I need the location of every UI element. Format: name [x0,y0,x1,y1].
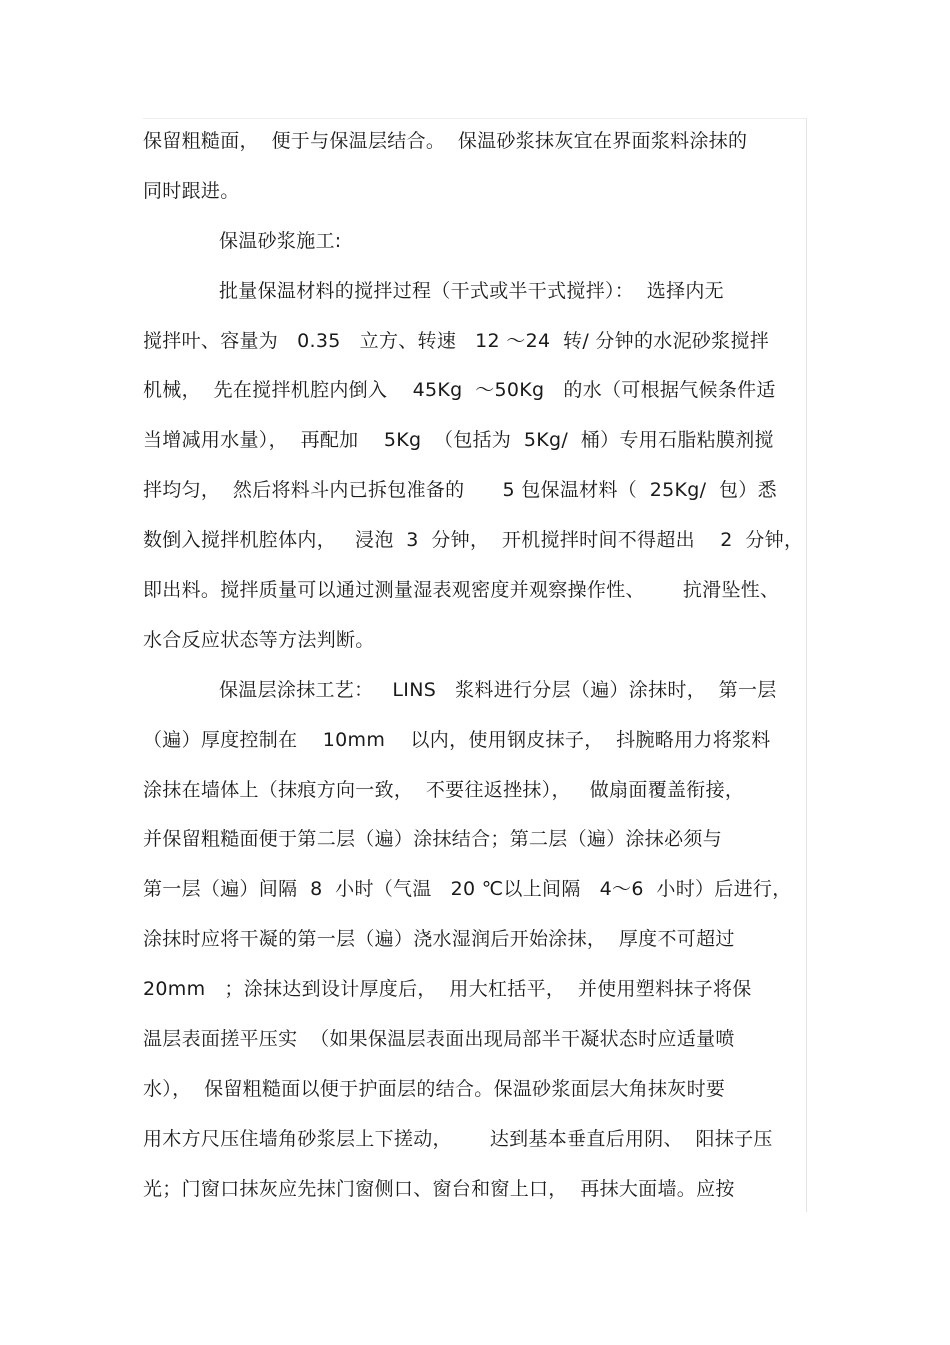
text-line: 水合反应状态等方法判断。 [143,628,375,651]
text-line: 批量保温材料的搅拌过程（干式或半干式搅拌）： 选择内无 [219,279,724,302]
text-line: 同时跟进。 [143,179,240,202]
text-line: 水）， 保留粗糙面以便于护面层的结合。保温砂浆面层大角抹灰时要 [143,1077,726,1100]
text-line: 拌均匀， 然后将料斗内已拆包准备的 5 包保温材料（ 25Kg/ 包）悉 [143,479,777,502]
text-line: 用木方尺压住墙角砂浆层上下搓动， 达到基本垂直后用阴、 阳抹子压 [143,1127,773,1150]
document-body [143,117,823,1215]
text-line: 20mm ；涂抹达到设计厚度后， 用大杠括平， 并使用塑料抹子将保 [143,978,752,1001]
text-line: 保留粗糙面， 便于与保温层结合。 保温砂浆抹灰宜在界面浆料涂抹的 [143,130,748,152]
text-line: 搅拌叶、容量为 0.35 立方、转速 12 ～24 转/ 分钟的水泥砂浆搅拌 [143,329,770,352]
text-line: 涂抹在墙体上（抹痕方向一致， 不要往返挫抹）， 做扇面覆盖衔接， [143,778,745,801]
text-line: 保温砂浆施工: [219,229,342,252]
text-line: 数倒入搅拌机腔体内， 浸泡 3 分钟， 开机搅拌时间不得超出 2 分钟， [143,529,804,552]
text-line: 涂抹时应将干凝的第一层（遍）浇水湿润后开始涂抹， 厚度不可超过 [143,928,735,951]
text-line: 光；门窗口抹灰应先抹门窗侧口、窗台和窗上口， 再抹大面墙。应按 [143,1177,735,1200]
text-line: 当增减用水量）， 再配加 5Kg （包括为 5Kg/ 桶）专用石脂粘膜剂搅 [143,429,774,452]
text-line: （遍）厚度控制在 10mm 以内，使用钢皮抹子， 抖腕略用力将浆料 [143,728,771,751]
text-line: 第一层（遍）间隔 8 小时（气温 20 ℃以上间隔 4～6 小时）后进行， [143,878,792,901]
text-line: 机械， 先在搅拌机腔内倒入 45Kg ～50Kg 的水（可根据气候条件适 [143,379,776,402]
text-line: 温层表面搓平压实 （如果保温层表面出现局部半干凝状态时应适量喷 [143,1028,735,1051]
text-line: 并保留粗糙面便于第二层（遍）涂抹结合；第二层（遍）涂抹必须与 [143,828,723,851]
text-line: 即出料。搅拌质量可以通过测量湿表观密度并观察操作性、 抗滑坠性、 [143,579,780,602]
text-line: 保温层涂抹工艺： LINS 浆料进行分层（遍）涂抹时， 第一层 [219,678,777,701]
